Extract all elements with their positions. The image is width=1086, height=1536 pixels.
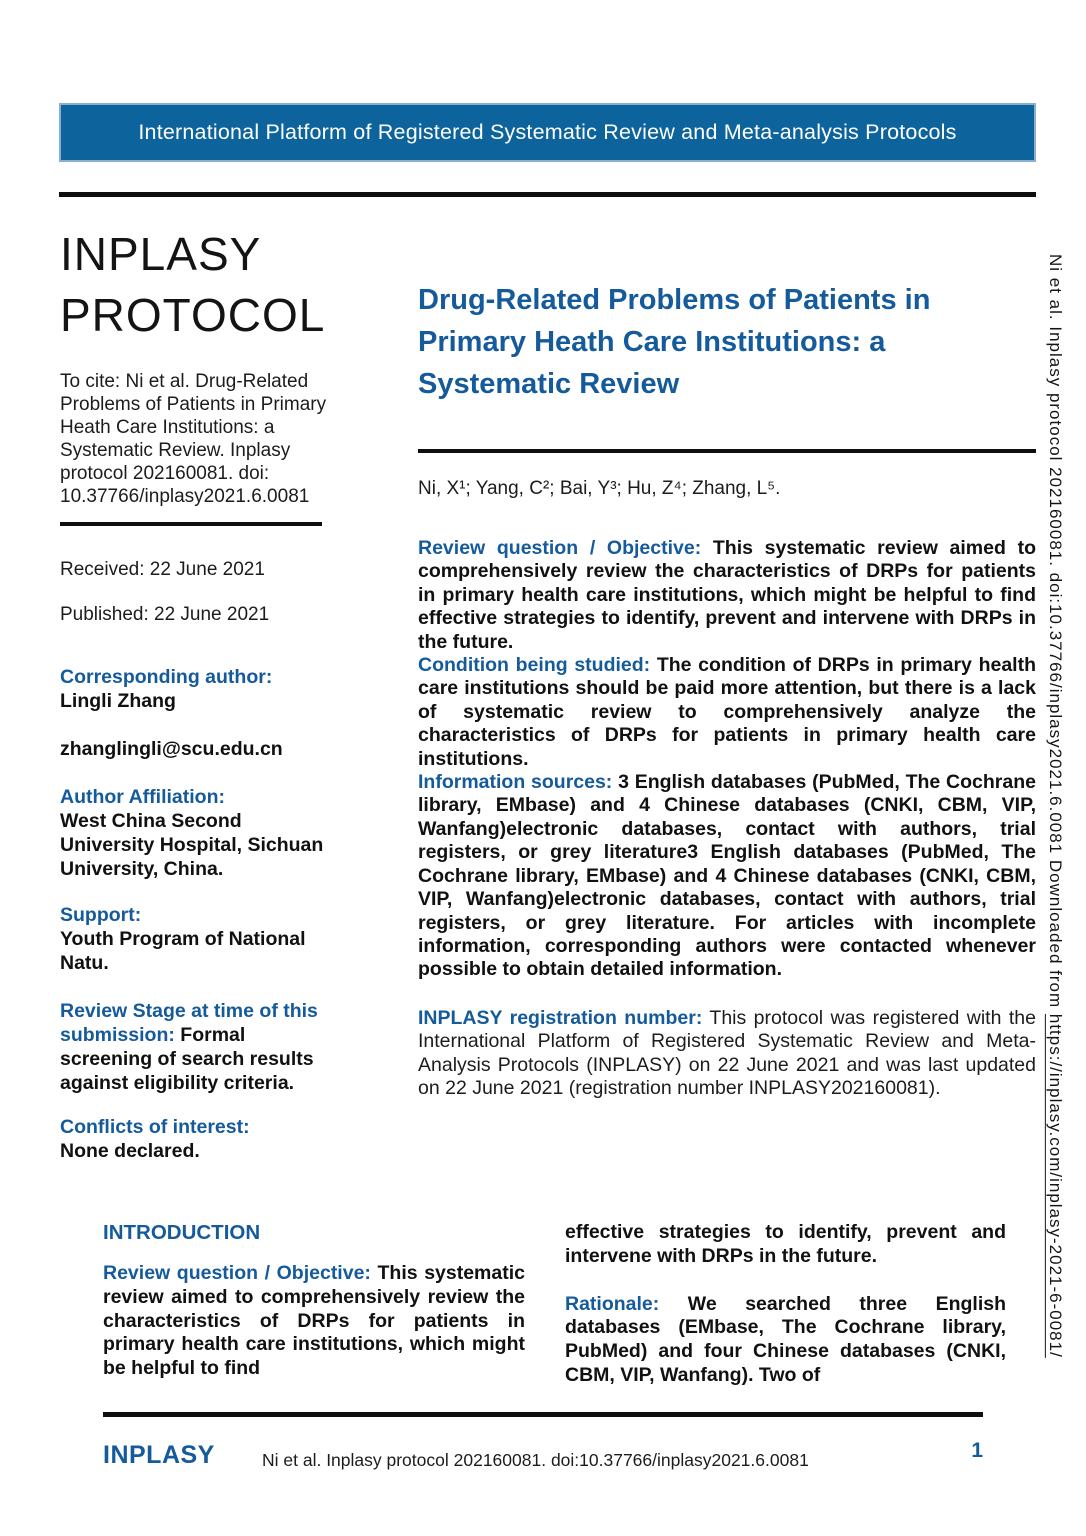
introduction-heading: INTRODUCTION (103, 1221, 261, 1244)
affiliation-label: Author Affiliation: (60, 786, 225, 808)
introduction-review-question-label: Review question / Objective: (103, 1262, 371, 1284)
condition-paragraph (418, 654, 1036, 771)
review-question-paragraph (418, 537, 1036, 654)
introduction-review-question-paragraph (103, 1262, 525, 1381)
sidebar-running-title (1045, 254, 1065, 1358)
corresponding-author-block (60, 665, 338, 713)
masthead (60, 224, 338, 346)
introduction-review-question-text: This systematic review aimed to comprehensively review the characteristics of DRPs for patients in primary health care institutions, which might be helpful to find (103, 1262, 526, 1380)
top-divider (59, 192, 1036, 197)
affiliation-block (60, 785, 338, 881)
condition-label: Condition being studied: (418, 654, 651, 677)
support-block (60, 903, 338, 975)
rationale-paragraph (565, 1293, 1006, 1388)
left-column (60, 224, 338, 1163)
review-question-text: This systematic review aimed to comprehensively review the characteristics of DRPs for patients in primary health care institutions, which might be helpful to find effective strategies to identify, prevent and intervene with DRPs in the future. (418, 537, 1036, 653)
sidebar-citation-text: Ni et al. Inplasy protocol 202160081. doi:10.37766/inplasy2021.6.0081 Downloaded from (1046, 254, 1065, 1014)
page-number: 1 (971, 1439, 983, 1462)
information-sources-text: 3 English databases (PubMed, The Cochrane library, EMbase) and 4 Chinese databases (CNKI, CBM, VIP, Wanfang)electronic databases, contact with authors, trial registers, or grey literature3 English databases (PubMed, The Cochrane library, EMbase) and 4 Chinese databases (CNKI, CBM, VIP, Wanfang)electronic databases, contact with authors, trial registers, or grey literature. For articles with incomplete information, corresponding authors were contacted whenever possible to obtain detailed information. (418, 771, 1036, 981)
conflicts-value: None declared. (60, 1140, 200, 1162)
corresponding-author-email: zhanglingli@scu.edu.cn (60, 738, 283, 760)
footer-citation: Ni et al. Inplasy protocol 202160081. doi:10.37766/inplasy2021.6.0081 (262, 1450, 809, 1470)
masthead-line-protocol: PROTOCOL (60, 289, 326, 341)
condition-text: The condition of DRPs in primary health care institutions should be paid more attention, but there is a lack of systematic review to comprehensively analyze the characteristics of DRPs for patients in primary health care institutions. (418, 654, 1036, 770)
article-title: Drug-Related Problems of Patients in Primary Heath Care Institutions: a Systematic Review (418, 284, 931, 400)
published-date: Published: 22 June 2021 (60, 604, 270, 625)
registration-paragraph (418, 1007, 1036, 1101)
to-cite-text: To cite: Ni et al. Drug-Related Problems of Patients in Primary Heath Care Institutions: a Systematic Review. Inplasy protocol 202160081. doi: 10.37766/inplasy2021.6.0081 (60, 371, 327, 507)
information-sources-label: Information sources: (418, 771, 613, 794)
article-column (418, 279, 1036, 1100)
review-stage-block (60, 999, 338, 1095)
masthead-line-inplasy: INPLASY (60, 228, 262, 280)
registration-text: This protocol was registered with the International Platform of Registered Systematic Review and Meta-Analysis Protocols (INPLASY) on 22 June 2021 and was last updated on 22 June 2021 (registration number INPLASY202160081). (418, 1006, 1036, 1099)
author-list: Ni, X¹; Yang, C²; Bai, Y³; Hu, Z⁴; Zhang, L⁵. (418, 478, 781, 499)
platform-banner (59, 103, 1036, 162)
support-label: Support: (60, 904, 142, 926)
abstract-block (418, 537, 1036, 1100)
footer-logo: INPLASY (103, 1441, 215, 1469)
platform-banner-title: International Platform of Registered Systematic Review and Meta-analysis Protocols (138, 120, 957, 144)
support-value: Youth Program of National Natu. (60, 928, 306, 974)
rationale-text: We searched three English databases (EMbase, The Cochrane library, PubMed) and four Chinese databases (CNKI, CBM, VIP, Wanfang). Two of (565, 1292, 1006, 1386)
conflicts-block (60, 1115, 338, 1163)
corresponding-author-name: Lingli Zhang (60, 690, 176, 712)
review-stage-label: Review Stage at time of this submission: (60, 1000, 318, 1046)
sidebar-download-link[interactable]: https://inplasy.com/inplasy-2021-6-0081/ (1046, 1013, 1065, 1358)
footer-divider (103, 1412, 983, 1417)
review-stage-value: Formal screening of search results against eligibility criteria. (60, 1024, 314, 1094)
introduction-column-2 (565, 1221, 1006, 1388)
received-date: Received: 22 June 2021 (60, 559, 265, 580)
email-block (60, 737, 338, 761)
registration-label: INPLASY registration number: (418, 1006, 703, 1029)
review-question-label: Review question / Objective: (418, 537, 702, 559)
introduction-column-1 (103, 1262, 525, 1381)
left-column-divider (60, 522, 322, 526)
rationale-label: Rationale: (565, 1292, 660, 1315)
information-sources-paragraph (418, 771, 1036, 982)
affiliation-value: West China Second University Hospital, Sichuan University, China. (60, 810, 324, 880)
title-divider (418, 449, 1036, 453)
conflicts-label: Conflicts of interest: (60, 1116, 250, 1138)
introduction-continuation-text: effective strategies to identify, prevent and intervene with DRPs in the future. (565, 1221, 1006, 1267)
corresponding-author-label: Corresponding author: (60, 666, 273, 688)
